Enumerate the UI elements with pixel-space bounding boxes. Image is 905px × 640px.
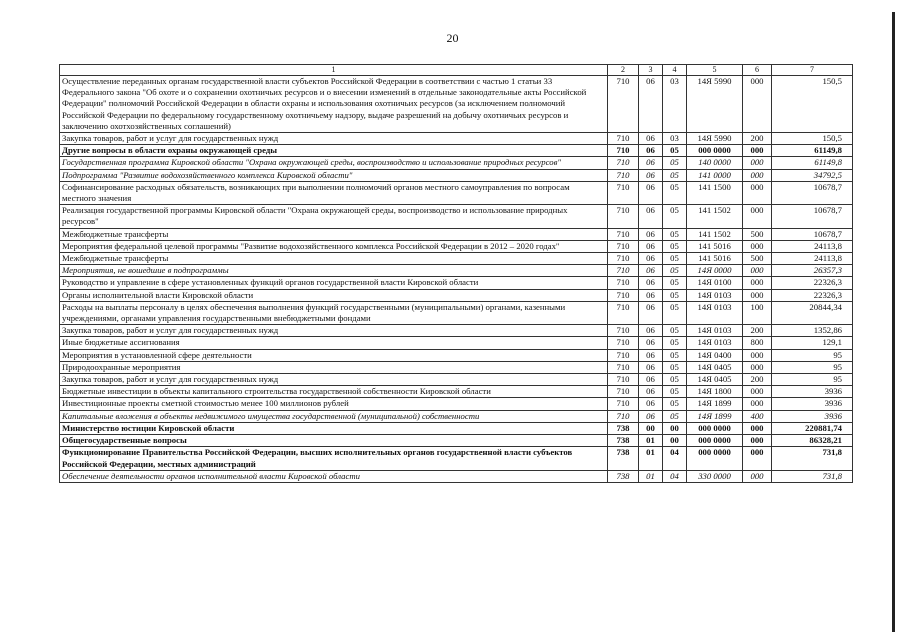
col-header-ved: 2 [608, 65, 639, 76]
row-pr-cell: 05 [663, 410, 687, 422]
row-sum-cell: 731,8 [772, 470, 853, 482]
row-pr-cell: 05 [663, 277, 687, 289]
row-sum-cell: 3936 [772, 398, 853, 410]
row-name-cell: Другие вопросы в области охраны окружающей среды [60, 145, 608, 157]
row-csr-cell: 000 0000 [687, 422, 743, 434]
col-header-vr: 6 [743, 65, 772, 76]
row-csr-cell: 14Я 0405 [687, 374, 743, 386]
row-name-cell: Осуществление переданных органам государственной власти субъектов Российской Федерации в соответствии с частью 1 статьи 33 Федерального закона "Об охоте и о сохранении охотничьих ресурсов и о внесении изменений в отдельные законодательные акты Российской Федерации" полномочий Российской Федерации в области охраны и использования охотничьих ресурсов (за исключением полномочий Российской Федерации по федеральному государственному охотничьему надзору, выдаче разрешений на добычу охотничьих ресурсов и заключению охотхозяйственных соглашений) [60, 76, 608, 133]
row-ved-cell: 710 [608, 133, 639, 145]
row-rz-cell: 06 [639, 374, 663, 386]
row-name-cell: Закупка товаров, работ и услуг для государственных нужд [60, 325, 608, 337]
row-csr-cell: 14Я 0000 [687, 265, 743, 277]
row-sum-cell: 26357,3 [772, 265, 853, 277]
row-pr-cell: 05 [663, 205, 687, 228]
row-name-cell: Бюджетные инвестиции в объекты капитального строительства государственной собственности Кировской области [60, 386, 608, 398]
row-vr-cell: 000 [743, 289, 772, 301]
row-pr-cell: 05 [663, 386, 687, 398]
row-pr-cell: 05 [663, 398, 687, 410]
table-row [60, 410, 853, 422]
table-row [60, 289, 853, 301]
table-row [60, 435, 853, 447]
row-csr-cell: 14Я 0103 [687, 325, 743, 337]
row-sum-cell: 95 [772, 349, 853, 361]
row-sum-cell: 95 [772, 374, 853, 386]
scan-edge-line [892, 12, 895, 632]
row-pr-cell: 05 [663, 361, 687, 373]
table-row [60, 301, 853, 324]
row-name-cell: Расходы на выплаты персоналу в целях обеспечения выполнения функций государственными (муниципальными) органами, казенными учреждениями, органами управления государственными внебюджетными фондами [60, 301, 608, 324]
col-header-pr: 4 [663, 65, 687, 76]
row-vr-cell: 000 [743, 169, 772, 181]
row-vr-cell: 000 [743, 447, 772, 470]
row-rz-cell: 06 [639, 398, 663, 410]
row-name-cell: Капитальные вложения в объекты недвижимого имущества государственной (муниципальной) собственности [60, 410, 608, 422]
row-rz-cell: 06 [639, 337, 663, 349]
row-pr-cell: 05 [663, 145, 687, 157]
row-pr-cell: 04 [663, 470, 687, 482]
row-ved-cell: 710 [608, 169, 639, 181]
row-ved-cell: 710 [608, 277, 639, 289]
row-rz-cell: 06 [639, 169, 663, 181]
row-pr-cell: 05 [663, 374, 687, 386]
row-sum-cell: 61149,8 [772, 157, 853, 169]
row-ved-cell: 738 [608, 422, 639, 434]
row-ved-cell: 710 [608, 374, 639, 386]
table-row [60, 240, 853, 252]
row-rz-cell: 06 [639, 410, 663, 422]
table-row [60, 169, 853, 181]
row-rz-cell: 06 [639, 76, 663, 133]
col-header-sum: 7 [772, 65, 853, 76]
row-vr-cell: 000 [743, 435, 772, 447]
row-ved-cell: 710 [608, 253, 639, 265]
column-number-row [60, 65, 853, 76]
row-sum-cell: 3936 [772, 386, 853, 398]
row-vr-cell: 500 [743, 253, 772, 265]
row-sum-cell: 86328,21 [772, 435, 853, 447]
row-csr-cell: 141 5016 [687, 253, 743, 265]
row-sum-cell: 3936 [772, 410, 853, 422]
row-csr-cell: 000 0000 [687, 435, 743, 447]
row-rz-cell: 06 [639, 386, 663, 398]
table-row [60, 447, 853, 470]
table-row [60, 157, 853, 169]
row-sum-cell: 61149,8 [772, 145, 853, 157]
row-pr-cell: 03 [663, 133, 687, 145]
row-rz-cell: 00 [639, 422, 663, 434]
row-ved-cell: 710 [608, 228, 639, 240]
row-vr-cell: 000 [743, 76, 772, 133]
row-sum-cell: 150,5 [772, 76, 853, 133]
row-vr-cell: 000 [743, 265, 772, 277]
row-vr-cell: 000 [743, 422, 772, 434]
row-vr-cell: 500 [743, 228, 772, 240]
row-pr-cell: 00 [663, 435, 687, 447]
row-ved-cell: 710 [608, 349, 639, 361]
row-name-cell: Софинансирование расходных обязательств, возникающих при выполнении полномочий органов местного самоуправления по вопросам местного значения [60, 181, 608, 204]
row-sum-cell: 34792,5 [772, 169, 853, 181]
row-rz-cell: 06 [639, 301, 663, 324]
row-csr-cell: 14Я 5990 [687, 76, 743, 133]
row-vr-cell: 000 [743, 386, 772, 398]
row-csr-cell: 141 1502 [687, 228, 743, 240]
row-rz-cell: 06 [639, 349, 663, 361]
table-row [60, 337, 853, 349]
row-csr-cell: 140 0000 [687, 157, 743, 169]
row-vr-cell: 000 [743, 145, 772, 157]
row-name-cell: Подпрограмма "Развитие водохозяйственного комплекса Кировской области" [60, 169, 608, 181]
row-sum-cell: 10678,7 [772, 205, 853, 228]
row-ved-cell: 710 [608, 301, 639, 324]
table-row [60, 253, 853, 265]
row-rz-cell: 06 [639, 240, 663, 252]
row-csr-cell: 141 1502 [687, 205, 743, 228]
row-rz-cell: 06 [639, 228, 663, 240]
row-sum-cell: 24113,8 [772, 253, 853, 265]
row-vr-cell: 000 [743, 181, 772, 204]
row-vr-cell: 000 [743, 157, 772, 169]
row-pr-cell: 05 [663, 157, 687, 169]
row-ved-cell: 710 [608, 265, 639, 277]
row-ved-cell: 710 [608, 76, 639, 133]
row-csr-cell: 141 0000 [687, 169, 743, 181]
table-row [60, 374, 853, 386]
col-header-csr: 5 [687, 65, 743, 76]
row-csr-cell: 14Я 5990 [687, 133, 743, 145]
table-row [60, 325, 853, 337]
row-rz-cell: 06 [639, 265, 663, 277]
table-row [60, 277, 853, 289]
row-ved-cell: 710 [608, 386, 639, 398]
row-pr-cell: 05 [663, 181, 687, 204]
row-sum-cell: 20844,34 [772, 301, 853, 324]
table-row [60, 133, 853, 145]
row-csr-cell: 14Я 0400 [687, 349, 743, 361]
row-name-cell: Инвестиционные проекты сметной стоимостью менее 100 миллионов рублей [60, 398, 608, 410]
row-rz-cell: 06 [639, 253, 663, 265]
row-csr-cell: 000 0000 [687, 447, 743, 470]
row-vr-cell: 000 [743, 470, 772, 482]
row-vr-cell: 400 [743, 410, 772, 422]
row-vr-cell: 200 [743, 374, 772, 386]
row-csr-cell: 14Я 0100 [687, 277, 743, 289]
row-name-cell: Руководство и управление в сфере установленных функций органов государственной власти Кировской области [60, 277, 608, 289]
row-pr-cell: 05 [663, 265, 687, 277]
row-csr-cell: 141 1500 [687, 181, 743, 204]
budget-table-body [60, 65, 853, 483]
row-vr-cell: 100 [743, 301, 772, 324]
row-csr-cell: 000 0000 [687, 145, 743, 157]
row-csr-cell: 14Я 1800 [687, 386, 743, 398]
row-name-cell: Межбюджетные трансферты [60, 228, 608, 240]
row-name-cell: Природоохранные мероприятия [60, 361, 608, 373]
row-csr-cell: 14Я 0103 [687, 301, 743, 324]
row-pr-cell: 05 [663, 349, 687, 361]
table-row [60, 228, 853, 240]
row-rz-cell: 06 [639, 325, 663, 337]
row-pr-cell: 00 [663, 422, 687, 434]
row-ved-cell: 710 [608, 205, 639, 228]
table-row [60, 422, 853, 434]
row-csr-cell: 330 0000 [687, 470, 743, 482]
row-rz-cell: 06 [639, 289, 663, 301]
row-ved-cell: 738 [608, 470, 639, 482]
row-pr-cell: 05 [663, 253, 687, 265]
row-vr-cell: 000 [743, 277, 772, 289]
row-sum-cell: 129,1 [772, 337, 853, 349]
row-pr-cell: 05 [663, 240, 687, 252]
row-pr-cell: 05 [663, 228, 687, 240]
table-row [60, 361, 853, 373]
row-csr-cell: 14Я 1899 [687, 398, 743, 410]
row-name-cell: Обеспечение деятельности органов исполнительной власти Кировской области [60, 470, 608, 482]
row-pr-cell: 05 [663, 337, 687, 349]
row-rz-cell: 06 [639, 145, 663, 157]
row-name-cell: Иные бюджетные ассигнования [60, 337, 608, 349]
row-rz-cell: 01 [639, 470, 663, 482]
row-ved-cell: 710 [608, 181, 639, 204]
row-csr-cell: 141 5016 [687, 240, 743, 252]
row-csr-cell: 14Я 1899 [687, 410, 743, 422]
row-sum-cell: 150,5 [772, 133, 853, 145]
col-header-name: 1 [60, 65, 608, 76]
table-row [60, 181, 853, 204]
row-sum-cell: 10678,7 [772, 181, 853, 204]
row-vr-cell: 000 [743, 361, 772, 373]
row-sum-cell: 24113,8 [772, 240, 853, 252]
row-rz-cell: 06 [639, 133, 663, 145]
table-row [60, 145, 853, 157]
row-ved-cell: 710 [608, 361, 639, 373]
row-ved-cell: 710 [608, 325, 639, 337]
table-row [60, 76, 853, 133]
row-ved-cell: 710 [608, 398, 639, 410]
row-name-cell: Органы исполнительной власти Кировской области [60, 289, 608, 301]
table-row [60, 349, 853, 361]
page-number: 20 [446, 31, 459, 45]
row-pr-cell: 05 [663, 301, 687, 324]
table-row [60, 386, 853, 398]
table-row [60, 205, 853, 228]
row-name-cell: Мероприятия федеральной целевой программы "Развитие водохозяйственного комплекса Российской Федерации в 2012 – 2020 годах" [60, 240, 608, 252]
row-sum-cell: 10678,7 [772, 228, 853, 240]
col-header-rz: 3 [639, 65, 663, 76]
row-name-cell: Государственная программа Кировской области "Охрана окружающей среды, воспроизводство и использование природных ресурсов" [60, 157, 608, 169]
row-ved-cell: 710 [608, 240, 639, 252]
table-row [60, 398, 853, 410]
row-sum-cell: 731,8 [772, 447, 853, 470]
row-csr-cell: 14Я 0103 [687, 289, 743, 301]
row-pr-cell: 03 [663, 76, 687, 133]
row-ved-cell: 710 [608, 289, 639, 301]
row-name-cell: Общегосударственные вопросы [60, 435, 608, 447]
row-sum-cell: 220881,74 [772, 422, 853, 434]
row-name-cell: Министерство юстиции Кировской области [60, 422, 608, 434]
row-vr-cell: 200 [743, 325, 772, 337]
row-rz-cell: 06 [639, 205, 663, 228]
row-ved-cell: 738 [608, 447, 639, 470]
row-vr-cell: 800 [743, 337, 772, 349]
row-sum-cell: 1352,86 [772, 325, 853, 337]
row-rz-cell: 01 [639, 447, 663, 470]
row-ved-cell: 710 [608, 337, 639, 349]
row-vr-cell: 000 [743, 349, 772, 361]
row-name-cell: Закупка товаров, работ и услуг для государственных нужд [60, 133, 608, 145]
row-pr-cell: 05 [663, 169, 687, 181]
row-vr-cell: 200 [743, 133, 772, 145]
table-row [60, 265, 853, 277]
row-vr-cell: 000 [743, 240, 772, 252]
row-rz-cell: 06 [639, 361, 663, 373]
row-sum-cell: 22326,3 [772, 277, 853, 289]
row-csr-cell: 14Я 0405 [687, 361, 743, 373]
row-ved-cell: 710 [608, 410, 639, 422]
budget-table [59, 64, 853, 483]
row-vr-cell: 000 [743, 205, 772, 228]
row-name-cell: Межбюджетные трансферты [60, 253, 608, 265]
row-pr-cell: 04 [663, 447, 687, 470]
row-sum-cell: 95 [772, 361, 853, 373]
row-ved-cell: 738 [608, 435, 639, 447]
row-name-cell: Мероприятия в установленной сфере деятельности [60, 349, 608, 361]
row-rz-cell: 06 [639, 157, 663, 169]
row-pr-cell: 05 [663, 289, 687, 301]
row-rz-cell: 06 [639, 181, 663, 204]
row-rz-cell: 01 [639, 435, 663, 447]
row-name-cell: Функционирование Правительства Российской Федерации, высших исполнительных органов государственной власти субъектов Российской Федерации, местных администраций [60, 447, 608, 470]
row-name-cell: Закупка товаров, работ и услуг для государственных нужд [60, 374, 608, 386]
row-ved-cell: 710 [608, 157, 639, 169]
row-rz-cell: 06 [639, 277, 663, 289]
row-pr-cell: 05 [663, 325, 687, 337]
row-sum-cell: 22326,3 [772, 289, 853, 301]
row-name-cell: Мероприятия, не вошедшие в подпрограммы [60, 265, 608, 277]
row-name-cell: Реализация государственной программы Кировской области "Охрана окружающей среды, воспроизводство и использование природных ресурсов" [60, 205, 608, 228]
row-csr-cell: 14Я 0103 [687, 337, 743, 349]
row-ved-cell: 710 [608, 145, 639, 157]
table-row [60, 470, 853, 482]
row-vr-cell: 000 [743, 398, 772, 410]
